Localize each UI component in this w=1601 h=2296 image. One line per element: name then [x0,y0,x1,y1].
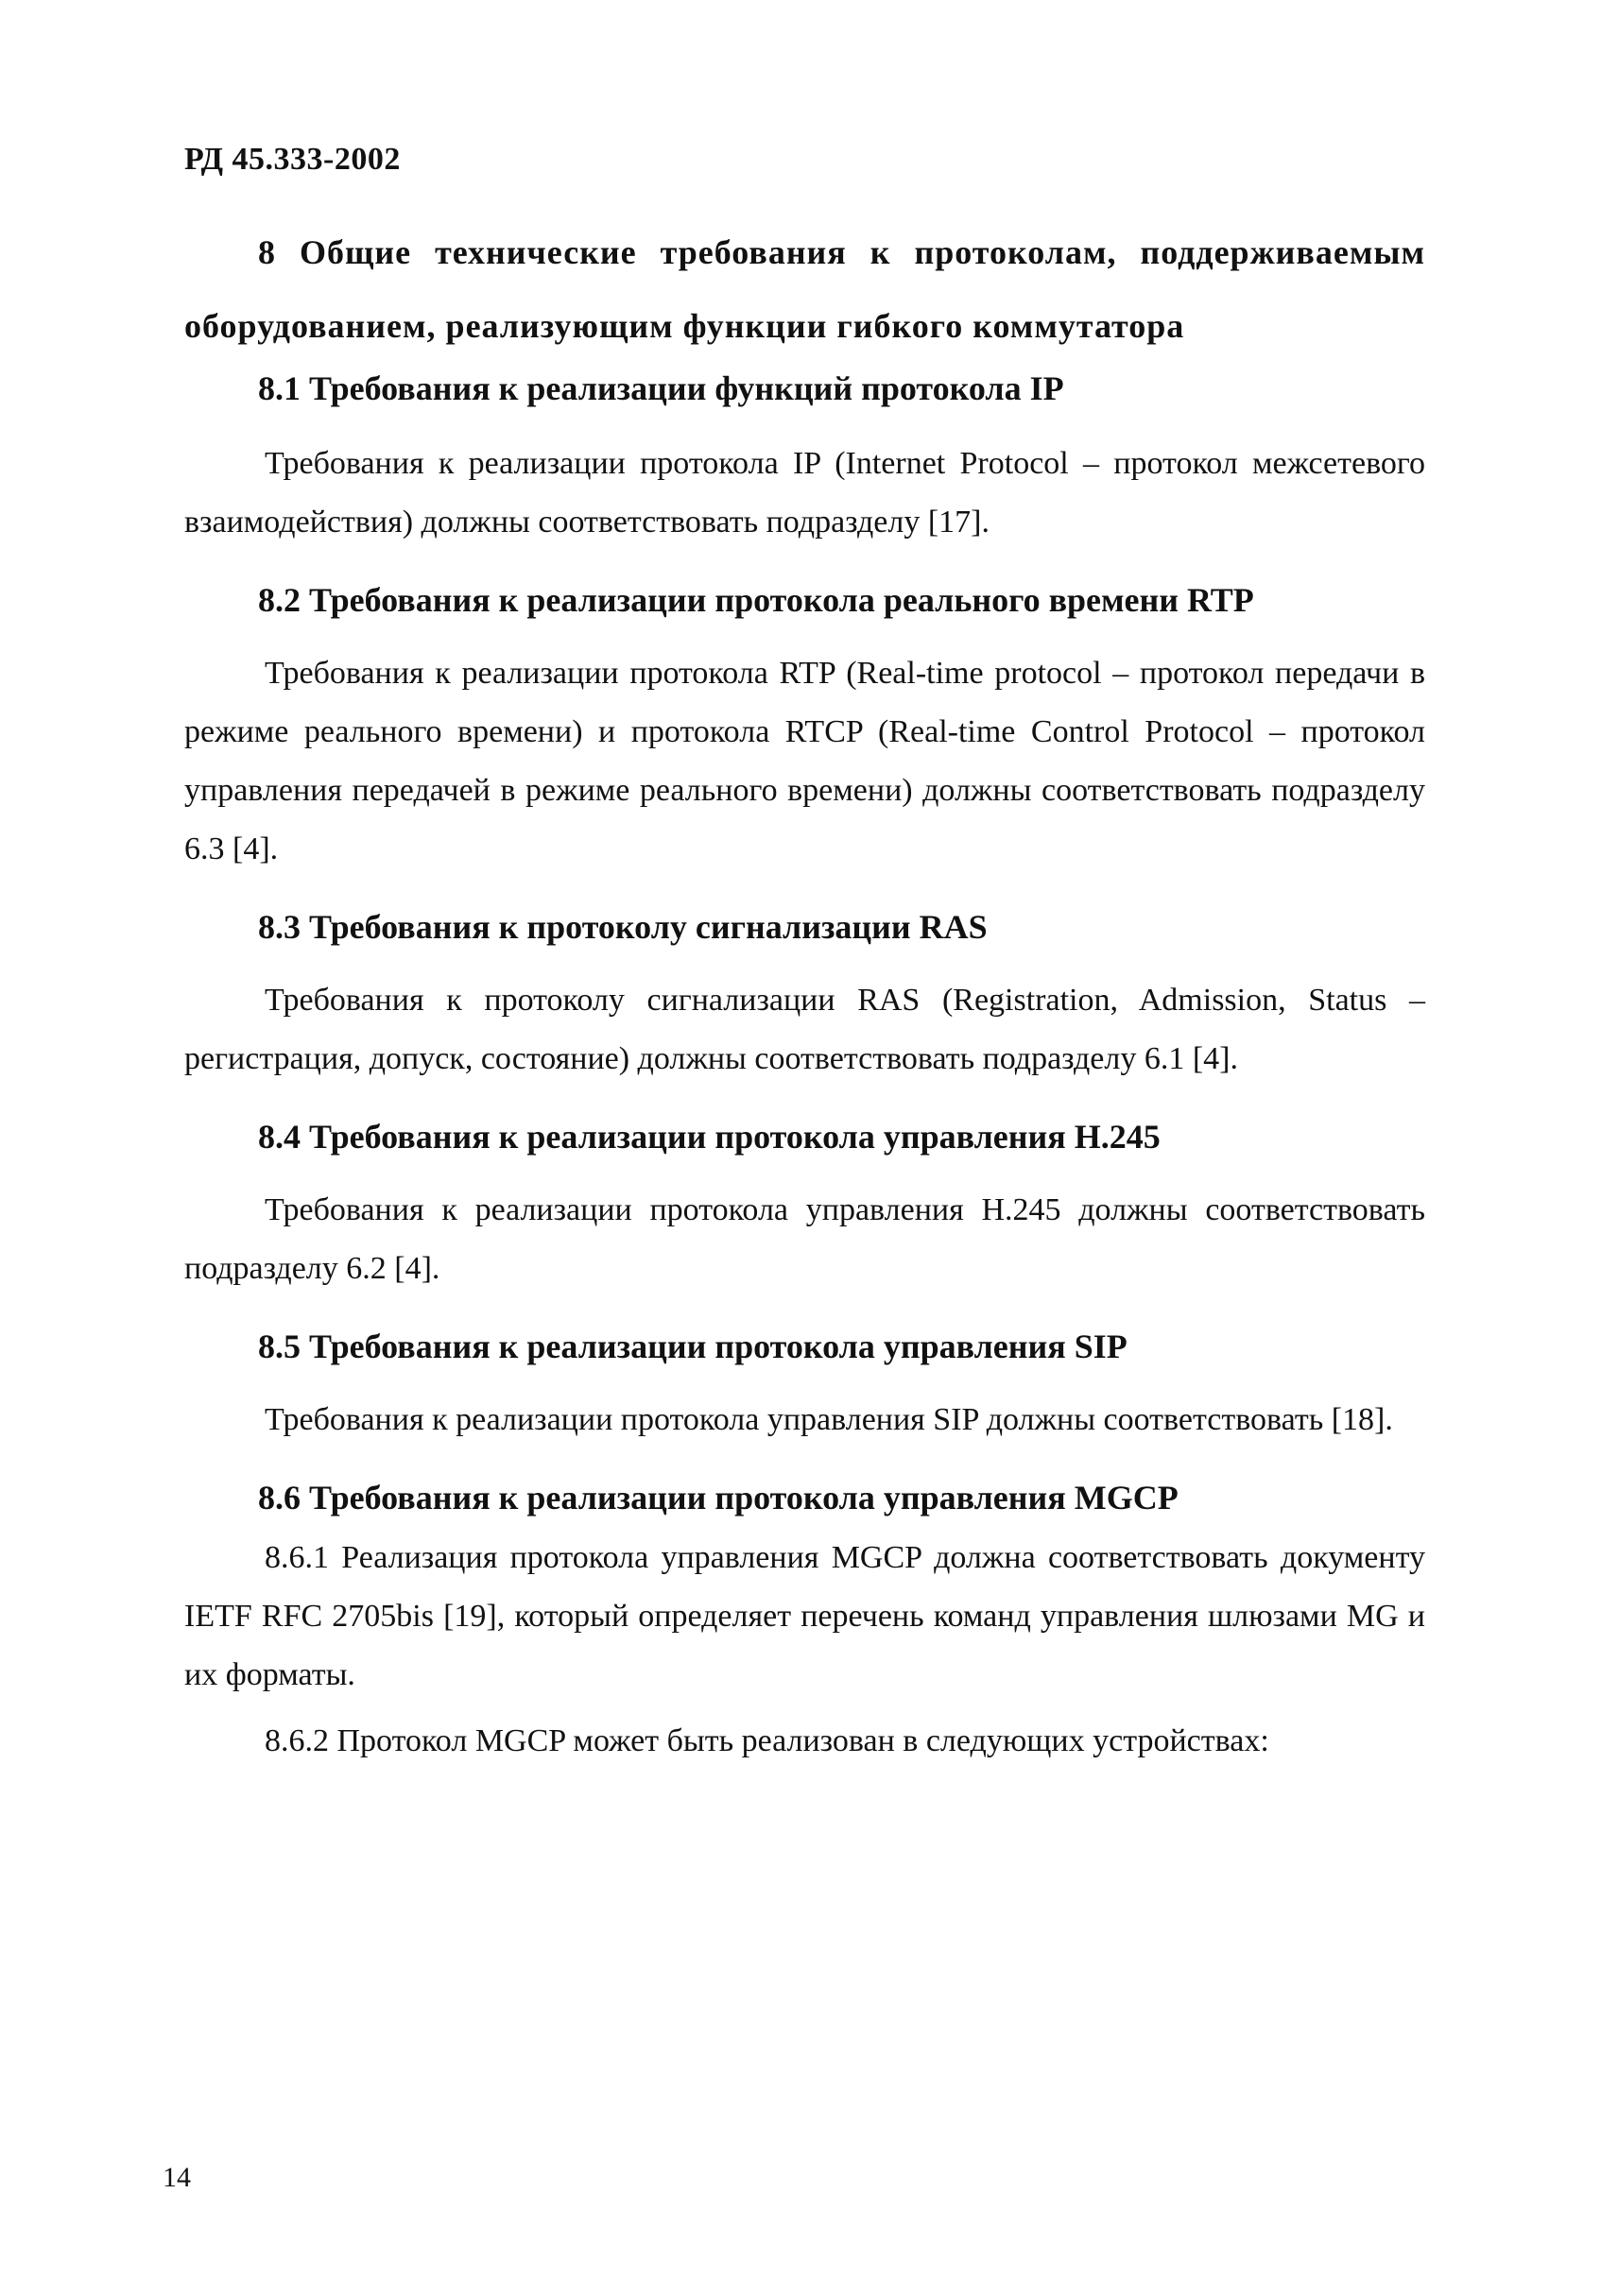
section-8-6-title: 8.6 Требования к реализации протокола управления MGCP [258,1479,1179,1516]
section-8-4-text: Требования к реализации протокола управления H.245 должны соответствовать подразделу 6.2 [4]. [184,1192,1425,1286]
section-8-4-title: 8.4 Требования к реализации протокола управления H.245 [258,1118,1161,1156]
section-8-6-2-text: 8.6.2 Протокол MGCP может быть реализован в следующих устройствах: [265,1723,1269,1758]
document-code: РД 45.333-2002 [184,142,401,177]
section-8-1-text: Требования к реализации протокола IP (Internet Protocol – протокол межсетевого взаимодействия) должны соответствовать подразделу [17]. [184,446,1425,540]
page-number: 14 [163,2162,191,2193]
section-8-1-title: 8.1 Требования к реализации функций протокола IP [258,369,1064,407]
section-8-3-title: 8.3 Требования к протоколу сигнализации RAS [258,908,988,946]
section-8-5-text: Требования к реализации протокола управления SIP должны соответствовать [18]. [265,1402,1393,1437]
chapter-title: 8 Общие технические требования к протоколам, поддерживаемым оборудованием, реализующим функции гибкого коммутатора [184,233,1425,345]
section-8-6-1-text: 8.6.1 Реализация протокола управления MGCP должна соответствовать документу IETF RFC 2705bis [19], который определяет перечень команд управления шлюзами MG и их форматы. [184,1540,1425,1692]
section-8-2-title: 8.2 Требования к реализации протокола реального времени RTP [258,581,1254,619]
section-8-3-text: Требования к протоколу сигнализации RAS (Registration, Admission, Status – регистрация, допуск, состояние) должны соответствовать подразделу 6.1 [4]. [184,983,1425,1076]
document-body [184,215,1425,1771]
section-8-5-title: 8.5 Требования к реализации протокола управления SIP [258,1328,1128,1365]
section-8-2-text: Требования к реализации протокола RTP (Real-time protocol – протокол передачи в режиме реального времени) и протокола RTCP (Real-time Control Protocol – протокол управления передачей в режиме реального времени) должны соответствовать подразделу 6.3 [4]. [184,656,1425,866]
